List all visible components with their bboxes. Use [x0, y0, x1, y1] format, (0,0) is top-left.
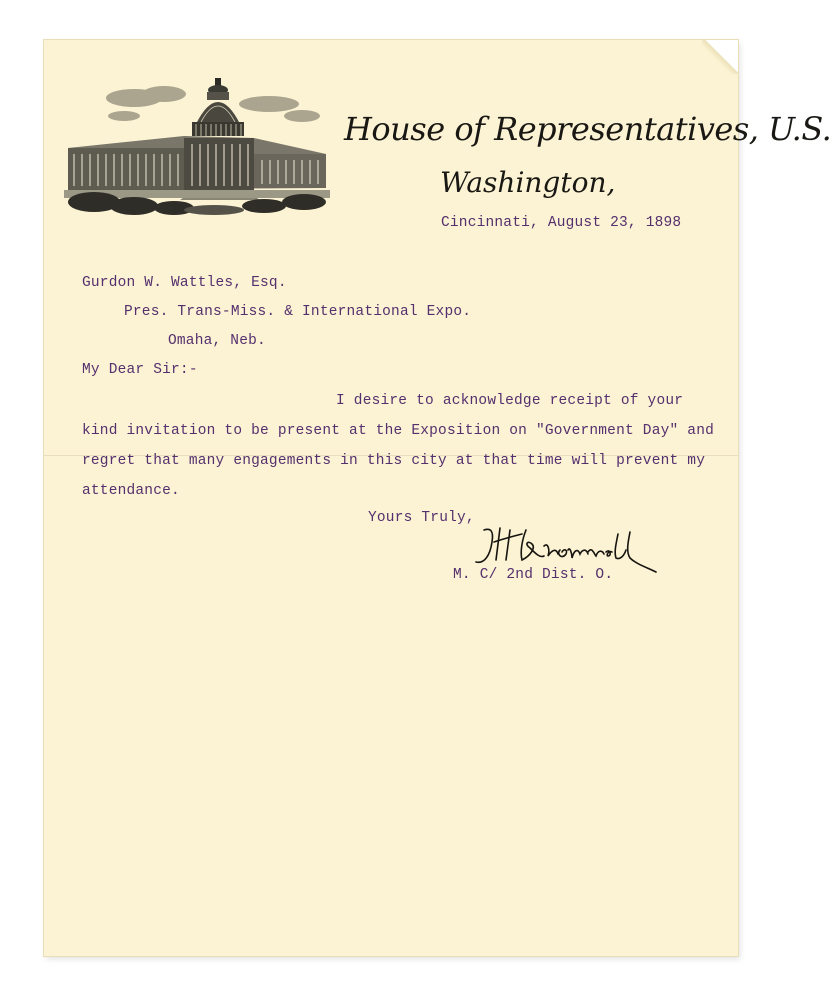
capitol-engraving — [64, 68, 330, 218]
body-line-1: I desire to acknowledge receipt of your — [336, 393, 684, 409]
salutation: My Dear Sir:- — [82, 362, 198, 378]
recipient-title: Pres. Trans-Miss. & International Expo. — [124, 304, 472, 320]
body-line-2: kind invitation to be present at the Exposition on "Government Day" and — [82, 423, 715, 439]
body-line-4: attendance. — [82, 483, 180, 499]
closing: Yours Truly, — [368, 510, 475, 526]
dateline: Cincinnati, August 23, 1898 — [441, 215, 682, 231]
letterhead-title: House of Representatives, U.S. — [344, 110, 831, 148]
recipient-city: Omaha, Neb. — [168, 333, 266, 349]
letterhead-city: Washington, — [440, 166, 616, 199]
recipient-name: Gurdon W. Wattles, Esq. — [82, 275, 287, 291]
signature-title: M. C/ 2nd Dist. O. — [453, 567, 614, 583]
body-line-3: regret that many engagements in this city at that time will prevent my — [82, 453, 706, 469]
